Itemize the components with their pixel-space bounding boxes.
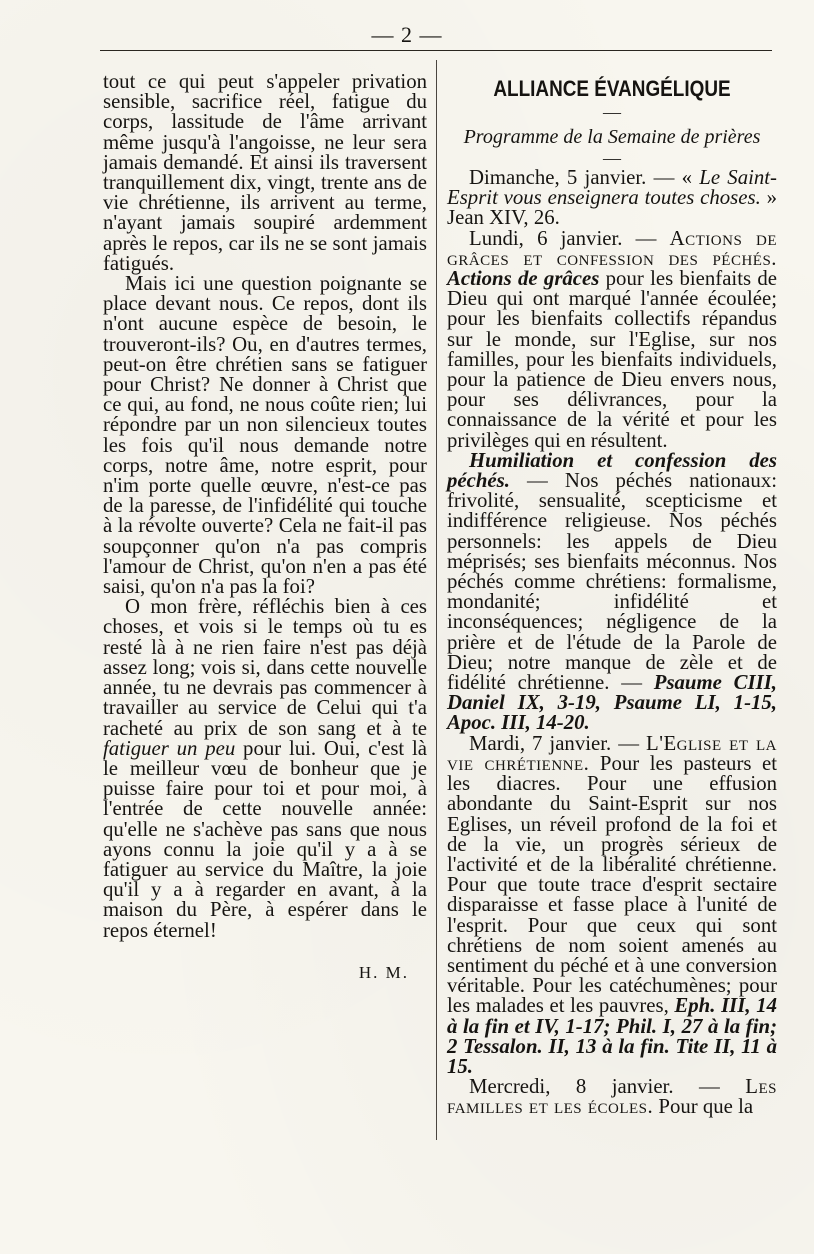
day-theme: Les familles et les écoles.: [447, 1075, 777, 1119]
article-title: ALLIANCE ÉVANGÉLIQUE: [493, 76, 731, 101]
right-column: [447, 72, 777, 1118]
paragraph-text: pour lui. Oui, c'est là le meilleur vœu de bonheur que je puisse faire pour toi et pour moi, à l'entrée de cette nouvelle année: qu'elle ne s'achève pas sans que nous ayons connu la joie qu'il y a à se fatiguer au service du Maître, la joie qu'il y a à regarder en avant, à la maison du Père, à espérer dans le repos éternel!: [103, 736, 427, 942]
title-separator: —: [603, 102, 621, 122]
program-subsection: [447, 448, 777, 735]
paragraph-text: — Nos péchés nationaux: frivolité, sensualité, scepticisme et indifférence religieuse. Nos péchés personnels: les appels de Dieu méprisés; ses bienfaits méconnus. Nos péchés comme chrétiens: formalisme, mondanité; infidélité et inconséquences; négligence de la prière et de l'étude de la Parole de Dieu; notre manque de zèle et de fidélité chrétienne. —: [447, 469, 777, 695]
scripture-references: Psaume CIII, Daniel IX, 3-19, Psaume LI, 1-15, Apoc. III, 14-20.: [447, 671, 777, 735]
scripture-reference: » Jean XIV, 26.: [447, 186, 777, 230]
program-day-monday: [447, 226, 777, 452]
article-subtitle: Programme de la Semaine de prières: [463, 126, 761, 148]
paragraph: [103, 597, 427, 940]
author-signature: H. M.: [358, 962, 409, 982]
day-heading: Mardi, 7 janvier. —: [469, 731, 647, 755]
day-theme: Actions de grâces et confession des péchés.: [447, 226, 777, 270]
paragraph-text: pour les bienfaits de Dieu qui ont marqué l'année écoulée; pour les bienfaits collectifs répandus sur le monde, sur l'Eglise, sur nos familles, pour les bienfaits individuels, pour la patience de Dieu envers nous, pour ses délivrances, pour la connaissance de la vérité et pour les privilèges qui en résultent.: [447, 267, 777, 452]
scripture-quote: Le Saint-Esprit vous enseignera toutes choses.: [447, 166, 777, 210]
program-day-wednesday: [447, 1077, 777, 1117]
paragraph-text: Pour les pasteurs et les diacres. Pour une effusion abondante du Saint-Esprit sur nos Eglises, un réveil profond de la foi et de la vie, un progrès sérieux de l'activité et de la libéralité chrétienne. Pour que toute trace d'esprit sectaire disparaisse et fasse place à l'unité de l'esprit. Pour que ceux qui sont chrétiens de nom soient amenés au sentiment du péché et à une conversion véritable. Pour les catéchumènes; pour les malades et les pauvres,: [447, 751, 777, 1018]
day-theme: L'Eglise et la vie chrétienne.: [447, 731, 777, 775]
header-rule: [100, 50, 772, 51]
paragraph-text: O mon frère, réfléchis bien à ces choses, et vois si le temps où tu es resté là à ne rien faire n'est pas déjà assez long; vois si, dans cette nouvelle année, tu ne devrais pas commencer à travailler au service de Celui qui t'a racheté au prix de son sang et à te: [103, 595, 427, 740]
program-day-tuesday: [447, 731, 777, 1078]
paragraph-text: Pour que la: [653, 1095, 754, 1119]
day-heading: Lundi, 6 janvier. —: [469, 226, 670, 250]
day-heading: Dimanche, 5 janvier. — «: [469, 166, 700, 189]
paragraph: tout ce qui peut s'appeler privation sensible, sacrifice réel, fatigue du corps, lassitude de l'âme arrivant même jusqu'à l'angoisse, ne leur sera jamais demandé. Et ainsi ils traversent tranquillement dix, vingt, trente ans de vie chrétienne, ils arrivent au terme, n'ayant jamais soupiré ardemment après le repos, car ils ne se sont jamais fatigués.: [103, 70, 427, 275]
emphasis-text: fatiguer un peu: [103, 736, 236, 760]
section-subheading: Actions de grâces: [447, 267, 600, 291]
column-divider: [436, 60, 437, 1140]
page-number: — 2 —: [371, 22, 443, 47]
scripture-references: Eph. III, 14 à la fin et IV, 1-17; Phil. I, 27 à la fin; 2 Tessalon. II, 13 à la fin. Tite II, 11 à 15.: [447, 994, 777, 1078]
left-column: [103, 72, 427, 983]
section-subheading: Humiliation et confession des péchés.: [447, 448, 777, 493]
program-day-sunday: [447, 168, 777, 229]
subtitle-separator: —: [603, 148, 621, 168]
day-heading: Mercredi, 8 janvier. —: [469, 1075, 746, 1099]
paragraph: Mais ici une question poignante se place devant nous. Ce repos, dont ils n'ont aucune espèce de besoin, le trouveront-ils? Ou, en d'autres termes, peut-on être chrétien sans se fatiguer pour Christ? Ne donner à Christ que ce qui, au fond, ne nous coûte rien; lui répondre par un non silencieux toutes les fois qu'il nous demande notre corps, notre âme, notre esprit, pour n'im porte quelle œuvre, n'est-ce pas de la paresse, de l'infidélité qui touche à la révolte ouverte? Cela ne fait-il pas soupçonner qu'on n'a pas compris l'amour de Christ, qu'on n'en a pas été saisi, qu'on n'a pas la foi?: [103, 272, 427, 599]
